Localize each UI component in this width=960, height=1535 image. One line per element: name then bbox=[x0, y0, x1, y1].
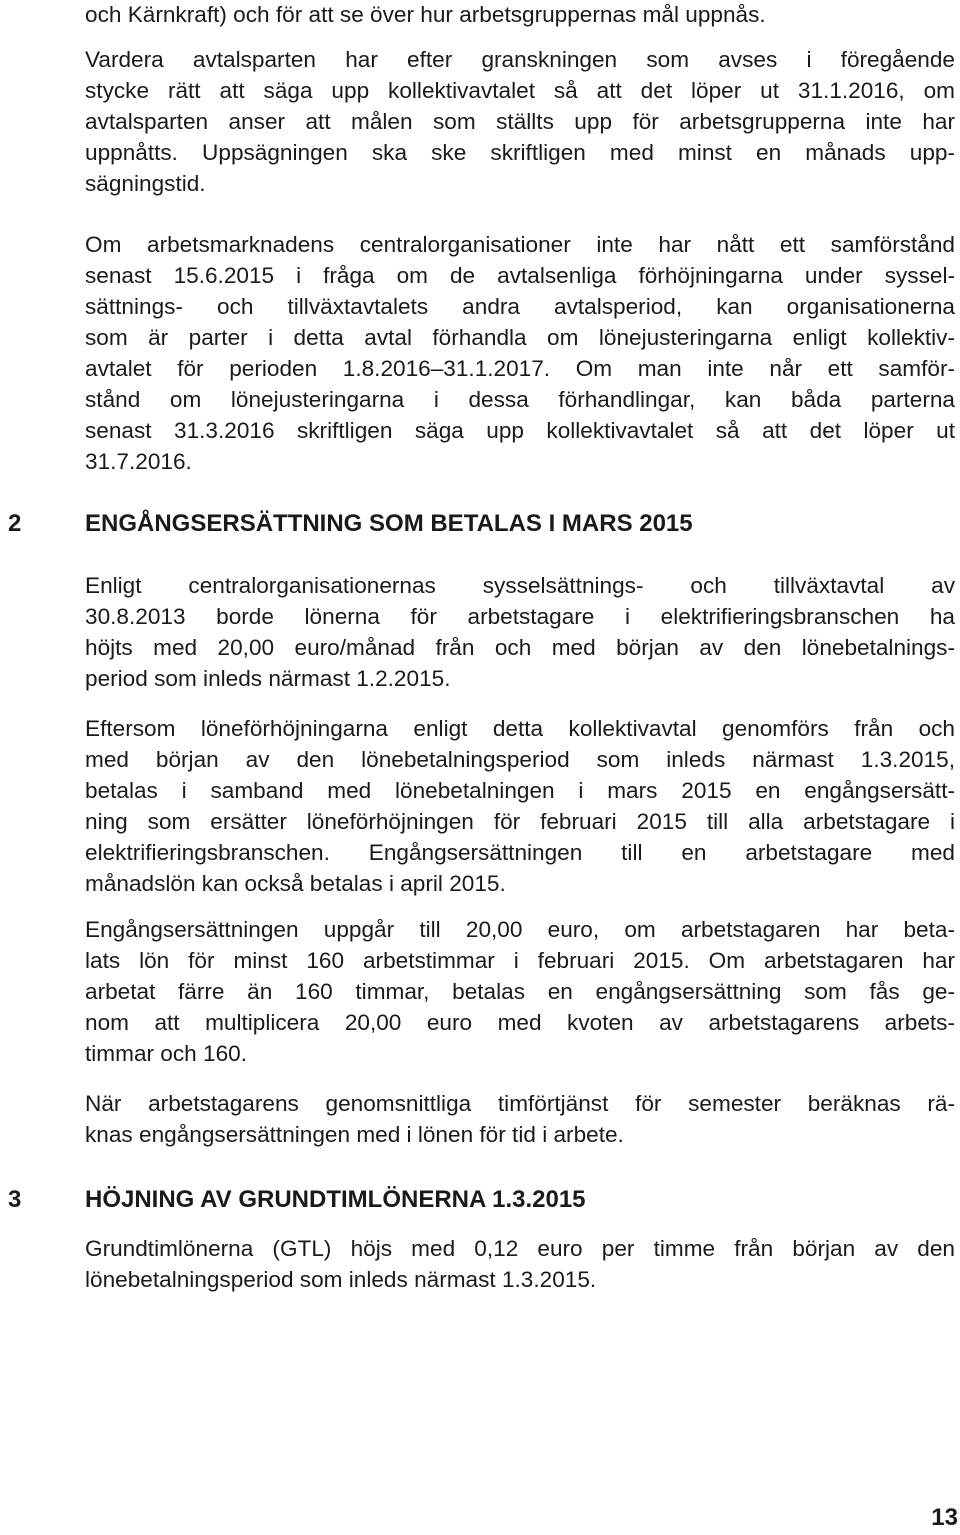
paragraph-agreement bbox=[85, 570, 955, 694]
text-line: som är parter i detta avtal förhandla om lönejusteringarna enligt kollektiv- bbox=[85, 325, 955, 350]
paragraph-holiday-pay bbox=[85, 1088, 955, 1150]
text-line: Vardera avtalsparten har efter granskningen som avses i föregående bbox=[85, 47, 955, 72]
text-line: ning som ersätter löneförhöjningen för februari 2015 till alla arbetstagare i bbox=[85, 809, 955, 834]
text-line: Engångsersättningen uppgår till 20,00 euro, om arbetstagaren har beta- bbox=[85, 917, 955, 942]
text-line: 31.7.2016. bbox=[85, 449, 192, 474]
text-line: Grundtimlönerna (GTL) höjs med 0,12 euro per timme från början av den bbox=[85, 1236, 955, 1261]
paragraph-amount bbox=[85, 914, 955, 1069]
text-line: och Kärnkraft) och för att se över hur arbetsgruppernas mål uppnås. bbox=[85, 2, 766, 27]
section-number: 2 bbox=[8, 510, 22, 537]
paragraph-wage-negotiation bbox=[85, 229, 955, 477]
text-line: Enligt centralorganisationernas sysselsättnings- och tillväxtavtal av bbox=[85, 573, 955, 598]
section-title: ENGÅNGSERSÄTTNING SOM BETALAS I MARS 2015 bbox=[85, 510, 693, 537]
text-line: 30.8.2013 borde lönerna för arbetstagare i elektrifieringsbranschen ha bbox=[85, 604, 955, 629]
text-line: elektrifieringsbranschen. Engångsersättningen till en arbetstagare med bbox=[85, 840, 955, 865]
text-line: månadslön kan också betalas i april 2015. bbox=[85, 871, 506, 896]
text-line: med början av den lönebetalningsperiod som inleds närmast 1.3.2015, bbox=[85, 747, 955, 772]
paragraph-payment-march bbox=[85, 713, 955, 899]
text-line: sättnings- och tillväxtavtalets andra avtalsperiod, kan organisationerna bbox=[85, 294, 955, 319]
text-line: knas engångsersättningen med i lönen för tid i arbete. bbox=[85, 1122, 624, 1147]
text-line: avtalsparten anser att målen som ställts upp för arbetsgrupperna inte har bbox=[85, 109, 955, 134]
section-number: 3 bbox=[8, 1186, 22, 1213]
text-line: uppnåtts. Uppsägningen ska ske skriftligen med minst en månads upp- bbox=[85, 140, 955, 165]
text-line: senast 31.3.2016 skriftligen säga upp kollektivavtalet så att det löper ut bbox=[85, 418, 955, 443]
text-line: Om arbetsmarknadens centralorganisationer inte har nått ett samförstånd bbox=[85, 232, 955, 257]
text-line: betalas i samband med lönebetalningen i mars 2015 en engångsersätt- bbox=[85, 778, 955, 803]
text-line: nom att multiplicera 20,00 euro med kvoten av arbetstagarens arbets- bbox=[85, 1010, 955, 1035]
text-line: avtalet för perioden 1.8.2016–31.1.2017. Om man inte når ett samför- bbox=[85, 356, 955, 381]
text-line: period som inleds närmast 1.2.2015. bbox=[85, 666, 451, 691]
text-line: höjts med 20,00 euro/månad från och med början av den lönebetalnings- bbox=[85, 635, 955, 660]
text-line: arbetat färre än 160 timmar, betalas en engångsersättning som fås ge- bbox=[85, 979, 955, 1004]
paragraph-termination-right bbox=[85, 44, 955, 199]
text-line: lönebetalningsperiod som inleds närmast 1.3.2015. bbox=[85, 1267, 597, 1292]
text-line: timmar och 160. bbox=[85, 1041, 247, 1066]
text-line: sägningstid. bbox=[85, 171, 206, 196]
section-title: HÖJNING AV GRUNDTIMLÖNERNA 1.3.2015 bbox=[85, 1186, 586, 1213]
text-line: senast 15.6.2015 i fråga om de avtalsenliga förhöjningarna under syssel- bbox=[85, 263, 955, 288]
text-line: stycke rätt att säga upp kollektivavtalet så att det löper ut 31.1.2016, om bbox=[85, 78, 955, 103]
text-line: Eftersom löneförhöjningarna enligt detta kollektivavtal genomförs från och bbox=[85, 716, 955, 741]
text-line: stånd om lönejusteringarna i dessa förhandlingar, kan båda parterna bbox=[85, 387, 955, 412]
text-line: lats lön för minst 160 arbetstimmar i februari 2015. Om arbetstagaren har bbox=[85, 948, 955, 973]
text-line: När arbetstagarens genomsnittliga timförtjänst för semester beräknas rä- bbox=[85, 1091, 955, 1116]
page-number: 13 bbox=[931, 1504, 958, 1531]
paragraph-base-wage bbox=[85, 1233, 955, 1295]
paragraph-continuation bbox=[85, 0, 955, 30]
